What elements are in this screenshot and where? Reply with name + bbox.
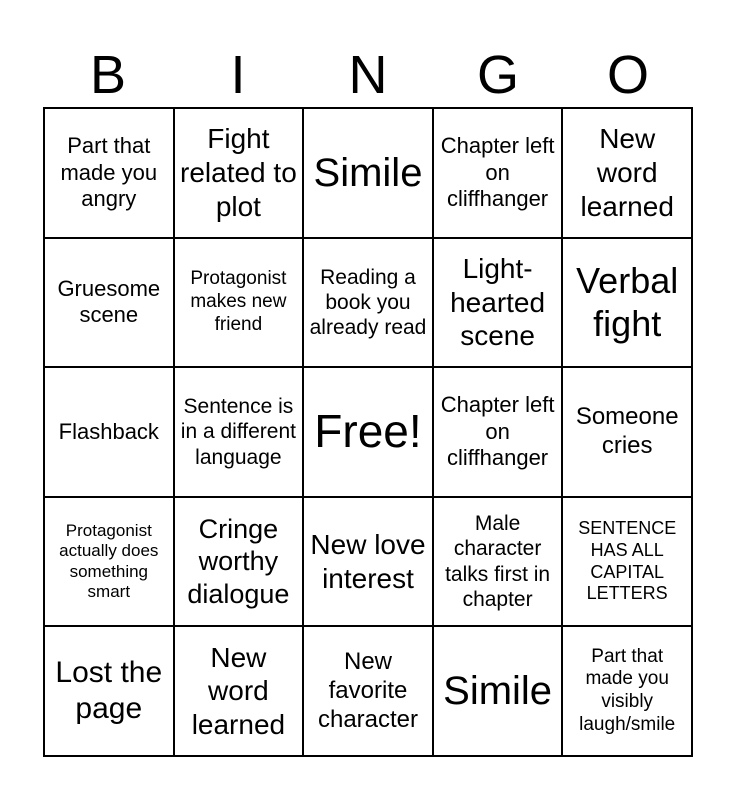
- bingo-cell[interactable]: [433, 626, 563, 756]
- bingo-cell[interactable]: [44, 497, 174, 627]
- cell-text: Chapter left on cliffhanger: [440, 392, 555, 471]
- cell-text: New word learned: [191, 641, 286, 740]
- header-letter-o: O: [606, 45, 649, 105]
- bingo-cell[interactable]: [433, 367, 563, 497]
- cell-text: Chapter left on cliffhanger: [440, 133, 555, 211]
- bingo-cell[interactable]: [174, 497, 304, 627]
- cell-text: Flashback: [58, 418, 159, 444]
- bingo-cell[interactable]: [562, 497, 692, 627]
- bingo-cell[interactable]: [562, 108, 692, 238]
- bingo-cell[interactable]: [562, 626, 692, 756]
- cell-text: Gruesome scene: [57, 276, 161, 328]
- cell-text: Male character talks first in chapter: [445, 512, 551, 611]
- bingo-cell[interactable]: [44, 367, 174, 497]
- cell-text: New favorite character: [317, 648, 419, 733]
- cell-text: Cringe worthy dialogue: [187, 514, 290, 609]
- bingo-cell[interactable]: [303, 238, 433, 368]
- bingo-cell[interactable]: [433, 238, 563, 368]
- cell-text: Simile: [443, 669, 553, 714]
- cell-text: New word learned: [580, 123, 674, 222]
- bingo-header: [43, 44, 693, 106]
- bingo-cell[interactable]: [174, 367, 304, 497]
- cell-text: Protagonist makes new friend: [190, 268, 287, 335]
- bingo-cell[interactable]: [174, 108, 304, 238]
- bingo-cell[interactable]: [433, 108, 563, 238]
- bingo-cell[interactable]: [303, 497, 433, 627]
- cell-text: New love interest: [310, 529, 426, 594]
- cell-text: Protagonist actually does something smart: [59, 520, 159, 601]
- header-letter-b: B: [89, 45, 127, 105]
- bingo-cell[interactable]: [44, 238, 174, 368]
- header-letter-g: G: [476, 45, 519, 105]
- bingo-cell[interactable]: [44, 108, 174, 238]
- cell-text: Lost the page: [55, 656, 163, 726]
- cell-text: Free!: [314, 405, 422, 458]
- cell-text: Reading a book you already read: [309, 265, 427, 339]
- header-letter-i: I: [230, 45, 246, 105]
- cell-text: Fight related to plot: [180, 123, 297, 222]
- bingo-cell[interactable]: [562, 367, 692, 497]
- cell-text: Part that made you visibly laugh/smile: [579, 645, 676, 735]
- bingo-grid: [43, 107, 693, 757]
- cell-text: Simile: [313, 150, 423, 195]
- bingo-cell[interactable]: [303, 108, 433, 238]
- bingo-cell[interactable]: [174, 626, 304, 756]
- cell-text: Someone cries: [575, 403, 679, 459]
- bingo-cell[interactable]: [562, 238, 692, 368]
- free-space-cell[interactable]: [303, 367, 433, 497]
- bingo-cell[interactable]: [303, 626, 433, 756]
- bingo-cell[interactable]: [174, 238, 304, 368]
- bingo-cell[interactable]: [44, 626, 174, 756]
- bingo-cell[interactable]: [433, 497, 563, 627]
- header-letter-n: N: [348, 45, 388, 105]
- cell-text: Light-hearted scene: [450, 253, 546, 352]
- cell-text: Part that made you angry: [60, 133, 158, 211]
- cell-text: Verbal fight: [576, 260, 679, 345]
- cell-text: Sentence is in a different language: [180, 395, 296, 469]
- cell-text: SENTENCE HAS ALL CAPITAL LETTERS: [578, 518, 677, 604]
